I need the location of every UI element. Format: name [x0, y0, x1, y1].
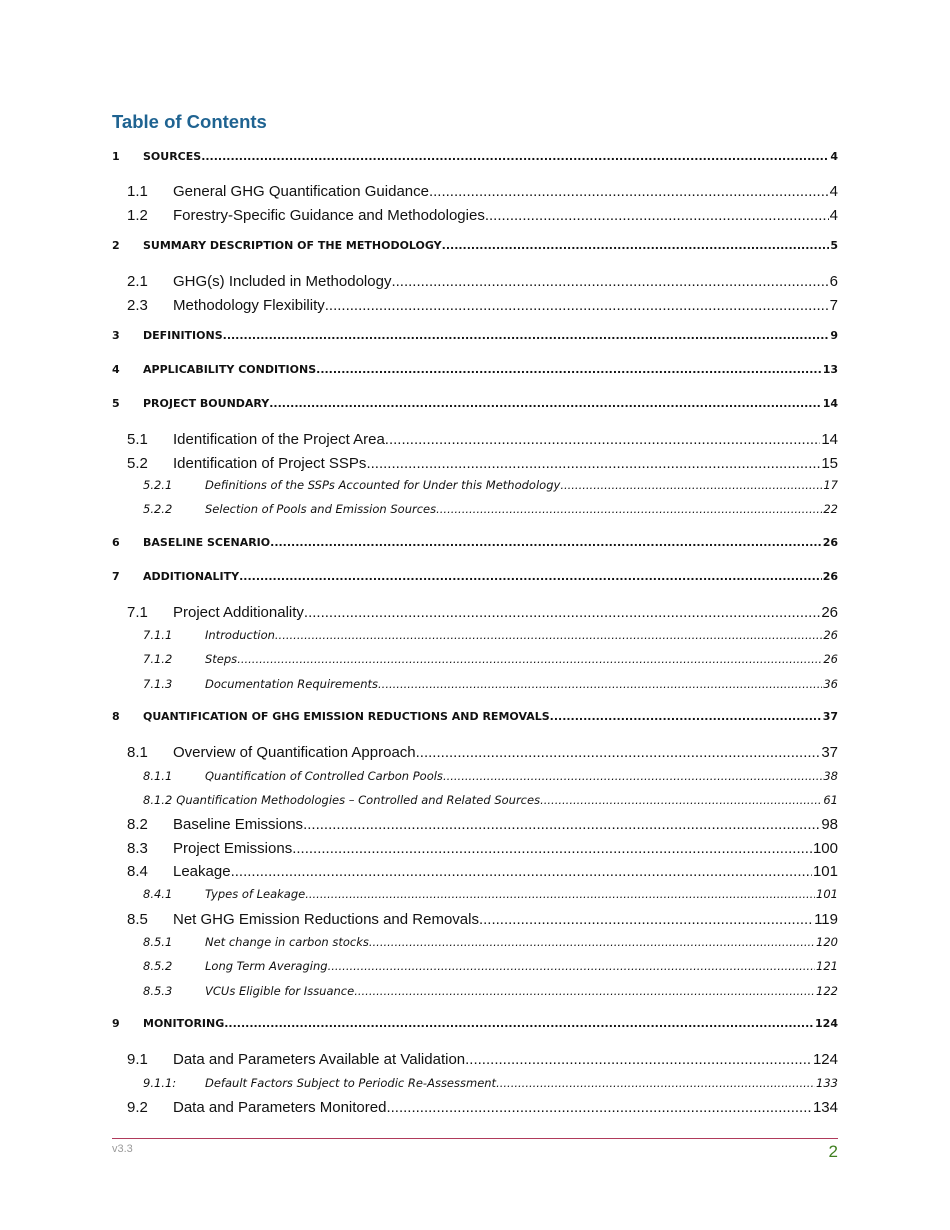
toc-entry[interactable] [112, 793, 838, 807]
toc-entry-number: 8.5.1 [143, 935, 173, 949]
toc-entry-number: 1.1 [127, 183, 148, 200]
toc-entry-title: GHG(s) Included in Methodology [173, 273, 392, 290]
toc-entry-number: 2.3 [127, 297, 148, 314]
toc-dot-leader [386, 1099, 812, 1116]
toc-entry-title: Net change in carbon stocks [205, 935, 369, 949]
toc-entry[interactable] [112, 911, 838, 928]
toc-entry-page: 4 [830, 150, 838, 163]
toc-entry[interactable] [112, 604, 838, 621]
toc-entry[interactable] [112, 207, 838, 224]
toc-entry-title: SUMMARY DESCRIPTION OF THE METHODOLOGY [143, 239, 442, 252]
footer-version: v3.3 [112, 1143, 133, 1155]
toc-entry[interactable] [112, 816, 838, 833]
toc-entry-number: 7 [112, 570, 120, 583]
toc-entry-page: 119 [814, 911, 838, 928]
toc-entry-number: 8 [112, 710, 120, 723]
toc-entry-title: SOURCES [143, 150, 202, 163]
toc-entry-page: 26 [822, 536, 838, 549]
toc-dot-leader [328, 959, 815, 973]
toc-dot-leader [303, 816, 820, 833]
toc-dot-leader [416, 744, 821, 761]
toc-entry-page: 17 [823, 478, 838, 492]
footer-divider [112, 1138, 838, 1139]
toc-entry-page: 38 [823, 769, 838, 783]
toc-entry-title: Identification of the Project Area [173, 431, 385, 448]
toc-entry-title: Baseline Emissions [173, 816, 304, 833]
toc-entry-title: Default Factors Subject to Periodic Re-Assessment [205, 1076, 497, 1090]
toc-entry-number: 9.1 [127, 1051, 148, 1068]
toc-entry-title: DEFINITIONS [143, 329, 223, 342]
toc-entry[interactable] [112, 769, 838, 783]
toc-dot-leader [436, 502, 822, 516]
toc-entry-page: 124 [812, 1051, 838, 1068]
toc-entry-number: 8.2 [127, 816, 148, 833]
toc-entry-title: Methodology Flexibility [173, 297, 325, 314]
toc-entry[interactable] [112, 183, 838, 200]
toc-entry-page: 26 [822, 570, 838, 583]
toc-entry[interactable] [112, 455, 838, 472]
toc-entry-title: Types of Leakage [205, 887, 306, 901]
toc-entry[interactable] [112, 935, 838, 949]
toc-entry-title: Leakage [173, 863, 231, 880]
toc-entry-page: 100 [812, 840, 838, 857]
toc-dot-leader [304, 604, 820, 621]
toc-entry-number: 8.1.1 [143, 769, 173, 783]
toc-entry-title: Long Term Averaging [205, 959, 328, 973]
toc-entry-page: 124 [815, 1017, 838, 1030]
toc-entry-page: 9 [830, 329, 838, 342]
toc-entry-page: 22 [823, 502, 838, 516]
toc-entry[interactable] [112, 239, 838, 252]
toc-entry-page: 5 [830, 239, 838, 252]
toc-entry-number: 5.2 [127, 455, 148, 472]
toc-entry-title: Identification of Project SSPs [173, 455, 367, 472]
toc-entry[interactable] [112, 329, 838, 342]
toc-entry-page: 4 [829, 207, 838, 224]
toc-entry-number: 8.3 [127, 840, 148, 857]
toc-dot-leader [354, 984, 815, 998]
toc-entry[interactable] [112, 710, 838, 723]
toc-entry-title: QUANTIFICATION OF GHG EMISSION REDUCTIONS AND REMOVALS [143, 710, 550, 723]
toc-entry-number: 1.2 [127, 207, 148, 224]
toc-entry[interactable] [112, 984, 838, 998]
toc-entry-number: 7.1.3 [143, 677, 173, 691]
toc-dot-leader [479, 911, 813, 928]
toc-entry[interactable] [112, 652, 838, 666]
toc-dot-leader [316, 363, 822, 376]
toc-entry-page: 26 [823, 628, 838, 642]
toc-entry[interactable] [112, 431, 838, 448]
toc-entry-number: 5.1 [127, 431, 148, 448]
toc-dot-leader [231, 863, 812, 880]
toc-entry-page: 7 [829, 297, 838, 314]
toc-entry[interactable] [112, 959, 838, 973]
toc-entry-page: 61 [823, 793, 838, 807]
toc-dot-leader [201, 150, 829, 163]
toc-dot-leader [292, 840, 812, 857]
toc-entry-page: 101 [816, 887, 838, 901]
toc-entry-title: ADDITIONALITY [143, 570, 240, 583]
toc-entry[interactable] [112, 1017, 838, 1030]
toc-entry-page: 13 [822, 363, 838, 376]
toc-entry[interactable] [112, 297, 838, 314]
toc-entry-number: 3 [112, 329, 120, 342]
toc-entry-number: 7.1.2 [143, 652, 173, 666]
toc-entry-number: 5.2.1 [143, 478, 173, 492]
toc-dot-leader [325, 297, 829, 314]
toc-title: Table of Contents [112, 111, 267, 132]
toc-entry-title: PROJECT BOUNDARY [143, 397, 270, 410]
toc-dot-leader [224, 1017, 814, 1030]
toc-dot-leader [560, 478, 822, 492]
toc-entry-title: BASELINE SCENARIO [143, 536, 271, 549]
toc-entry-page: 122 [816, 984, 838, 998]
toc-entry[interactable] [112, 150, 838, 163]
toc-dot-leader [275, 628, 822, 642]
footer-page-number: 2 [828, 1142, 838, 1161]
toc-entry-number: 2 [112, 239, 120, 252]
toc-entry-title: Definitions of the SSPs Accounted for Under this Methodology [205, 478, 561, 492]
toc-entry[interactable] [112, 478, 838, 492]
toc-entry-page: 26 [821, 604, 838, 621]
toc-entry-title: Quantification of Controlled Carbon Pools [205, 769, 443, 783]
toc-entry[interactable] [112, 887, 838, 901]
toc-dot-leader [429, 183, 829, 200]
toc-entry[interactable] [112, 677, 838, 691]
toc-dot-leader [496, 1076, 815, 1090]
toc-entry-title: Data and Parameters Available at Validation [173, 1051, 466, 1068]
toc-dot-leader [442, 239, 830, 252]
toc-entry-page: 120 [816, 935, 838, 949]
toc-entry-page: 121 [816, 959, 838, 973]
toc-entry-number: 5.2.2 [143, 502, 173, 516]
toc-entry-number: 7.1.1 [143, 628, 173, 642]
toc-dot-leader [443, 769, 822, 783]
toc-entry-title: Introduction [205, 628, 275, 642]
toc-entry-page: 36 [823, 677, 838, 691]
toc-entry-title: MONITORING [143, 1017, 225, 1030]
toc-entry-number: 8.5.2 [143, 959, 173, 973]
toc-entry[interactable] [112, 744, 838, 761]
toc-entry-number: 4 [112, 363, 120, 376]
toc-dot-leader [369, 935, 815, 949]
toc-entry-number: 9.1.1: [143, 1076, 177, 1090]
toc-entry[interactable] [112, 840, 838, 857]
toc-dot-leader [269, 397, 821, 410]
toc-dot-leader [378, 677, 822, 691]
toc-entry-number: 8.5.3 [143, 984, 173, 998]
toc-entry[interactable] [112, 1099, 838, 1116]
toc-entry[interactable] [112, 502, 838, 516]
toc-entry-number: 7.1 [127, 604, 148, 621]
toc-entry-title: Quantification Methodologies – Controlled and Related Sources [176, 793, 541, 807]
toc-entry-page: 37 [821, 744, 838, 761]
toc-entry-title: APPLICABILITY CONDITIONS [143, 363, 317, 376]
toc-entry-number: 8.5 [127, 911, 148, 928]
toc-entry-title: Documentation Requirements [205, 677, 379, 691]
toc-entry-number: 8.4.1 [143, 887, 173, 901]
toc-entry-title: Data and Parameters Monitored [173, 1099, 387, 1116]
toc-entry-title: Overview of Quantification Approach [173, 744, 416, 761]
toc-entry-number: 2.1 [127, 273, 148, 290]
toc-dot-leader [223, 329, 830, 342]
toc-dot-leader [465, 1051, 812, 1068]
toc-dot-leader [237, 652, 822, 666]
toc-entry-number: 1 [112, 150, 120, 163]
toc-entry-number: 9 [112, 1017, 120, 1030]
toc-entry-page: 14 [821, 431, 838, 448]
toc-entry-title: Project Emissions [173, 840, 293, 857]
toc-entry-page: 15 [821, 455, 838, 472]
toc-entry-number: 8.4 [127, 863, 148, 880]
toc-entry-title: Selection of Pools and Emission Sources [205, 502, 437, 516]
toc-dot-leader [385, 431, 821, 448]
toc-dot-leader [270, 536, 822, 549]
toc-entry-page: 37 [822, 710, 838, 723]
toc-entry-page: 4 [829, 183, 838, 200]
toc-entry-title: VCUs Eligible for Issuance [205, 984, 355, 998]
toc-entry-title: Net GHG Emission Reductions and Removals [173, 911, 479, 928]
toc-entry-number: 6 [112, 536, 120, 549]
toc-entry-number: 9.2 [127, 1099, 148, 1116]
toc-entry[interactable] [112, 570, 838, 583]
toc-entry[interactable] [112, 397, 838, 410]
toc-entry-page: 134 [812, 1099, 838, 1116]
toc-entry-number: 5 [112, 397, 120, 410]
toc-entry-page: 6 [829, 273, 838, 290]
toc-entry[interactable] [112, 273, 838, 290]
toc-entry[interactable] [112, 536, 838, 549]
toc-entry[interactable] [112, 363, 838, 376]
toc-entry-title: Steps [205, 652, 238, 666]
toc-dot-leader [485, 207, 829, 224]
toc-entry-page: 14 [822, 397, 838, 410]
toc-entry-page: 101 [812, 863, 838, 880]
toc-entry-title: Forestry-Specific Guidance and Methodologies [173, 207, 485, 224]
toc-entry-page: 133 [816, 1076, 838, 1090]
toc-dot-leader [366, 455, 820, 472]
toc-entry[interactable] [112, 1051, 838, 1068]
toc-dot-leader [305, 887, 815, 901]
toc-entry-number: 8.1 [127, 744, 148, 761]
toc-dot-leader [550, 710, 822, 723]
toc-entry[interactable] [112, 863, 838, 880]
toc-entry[interactable] [112, 628, 838, 642]
toc-entry-number: 8.1.2 [143, 793, 173, 807]
toc-dot-leader [540, 793, 822, 807]
toc-entry-page: 26 [823, 652, 838, 666]
toc-entry-title: General GHG Quantification Guidance [173, 183, 429, 200]
toc-entry-title: Project Additionality [173, 604, 304, 621]
toc-entry[interactable] [112, 1076, 838, 1090]
toc-entry-page: 98 [821, 816, 838, 833]
toc-dot-leader [239, 570, 822, 583]
toc-dot-leader [391, 273, 828, 290]
